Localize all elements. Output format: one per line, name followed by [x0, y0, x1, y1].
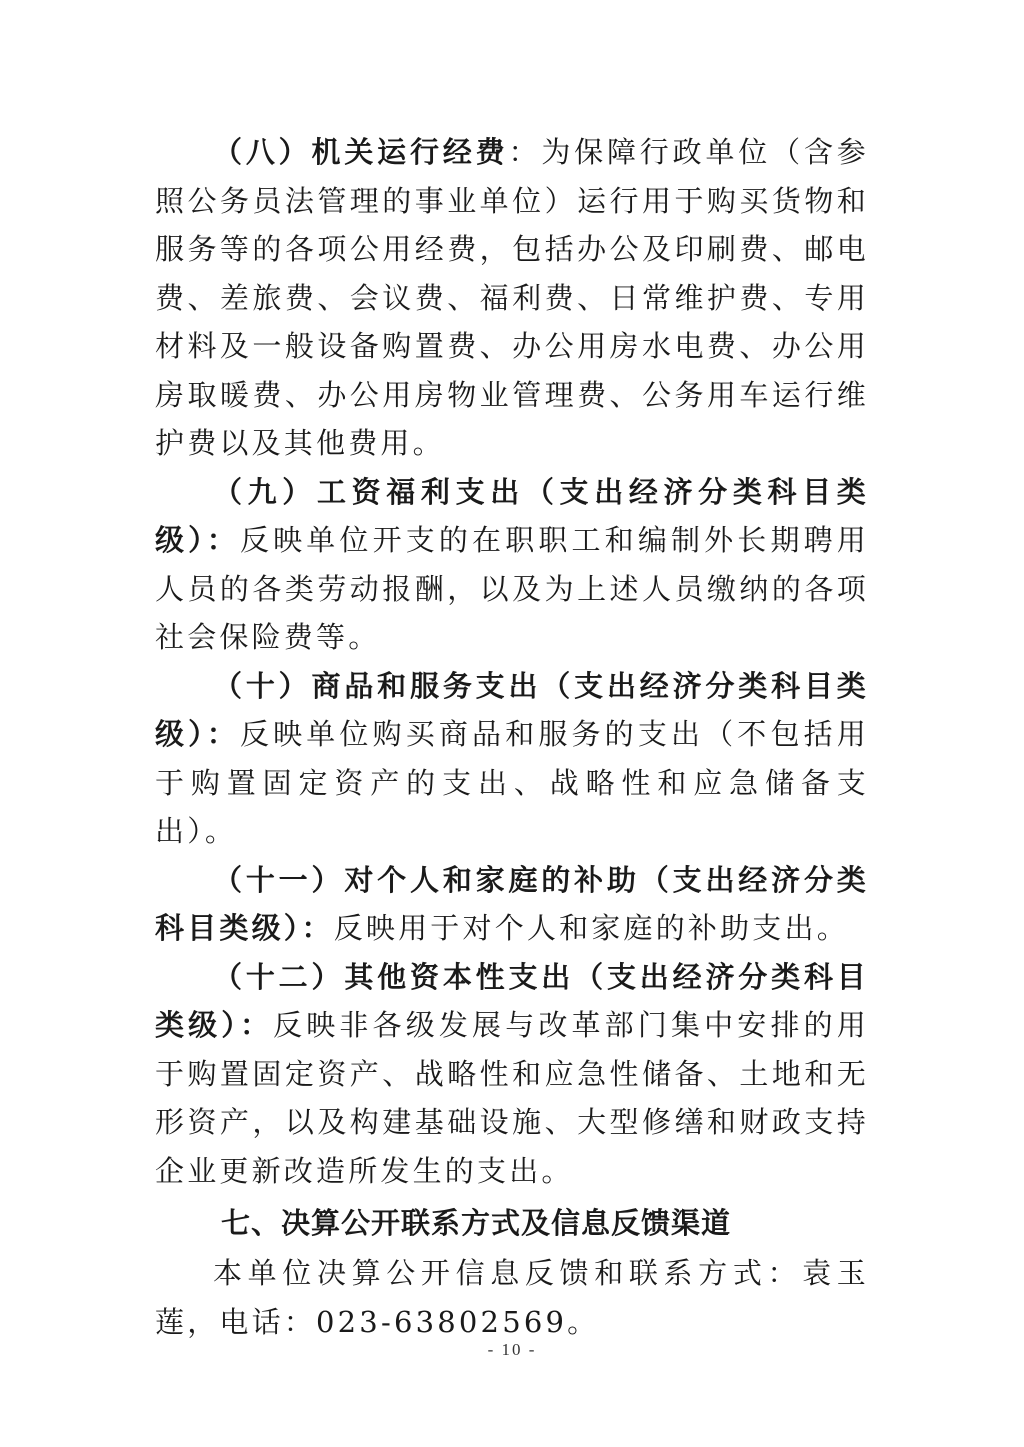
paragraph-11 [155, 856, 869, 953]
paragraph-8-text: ：为保障行政单位（含参照公务员法管理的事业单位）运行用于购买货物和服务等的各项公用经费，包括办公及印刷费、邮电费、差旅费、会议费、福利费、日常维护费、专用材料及一般设备购置费、办公用房水电费、办公用房取暖费、办公用房物业管理费、公务用车运行维护费以及其他费用。 [155, 135, 869, 460]
paragraph-8-heading: （八）机关运行经费 [213, 135, 509, 169]
paragraph-12 [155, 953, 869, 1196]
contact-paragraph: 本单位决算公开信息反馈和联系方式：袁玉莲，电话：023-63802569。 [155, 1256, 869, 1339]
paragraph-10-heading: （十）商品和服务支出（支出经济分类科目类级）： [155, 668, 869, 751]
paragraph-8 [155, 128, 869, 468]
page-number: - 10 - [487, 1340, 537, 1359]
page-content [155, 128, 869, 1346]
paragraph-9-heading: （九）工资福利支出（支出经济分类科目类级）： [155, 474, 869, 557]
section-title: 七、决算公开联系方式及信息反馈渠道 [221, 1206, 732, 1240]
paragraph-9 [155, 468, 869, 662]
paragraph-9-text: 反映单位开支的在职职工和编制外长期聘用人员的各类劳动报酬，以及为上述人员缴纳的各项社会保险费等。 [155, 523, 869, 654]
paragraph-12-text: 反映非各级发展与改革部门集中安排的用于购置固定资产、战略性和应急性储备、土地和无形资产，以及构建基础设施、大型修缮和财政支持企业更新改造所发生的支出。 [155, 1008, 869, 1188]
paragraph-11-heading: （十一）对个人和家庭的补助（支出经济分类科目类级）： [155, 862, 869, 945]
paragraph-10-text: 反映单位购买商品和服务的支出（不包括用于购置固定资产的支出、战略性和应急储备支出）。 [155, 717, 869, 848]
paragraph-12-heading: （十二）其他资本性支出（支出经济分类科目类级）： [155, 959, 869, 1042]
paragraph-11-text: 反映用于对个人和家庭的补助支出。 [333, 911, 849, 945]
paragraph-10 [155, 662, 869, 856]
